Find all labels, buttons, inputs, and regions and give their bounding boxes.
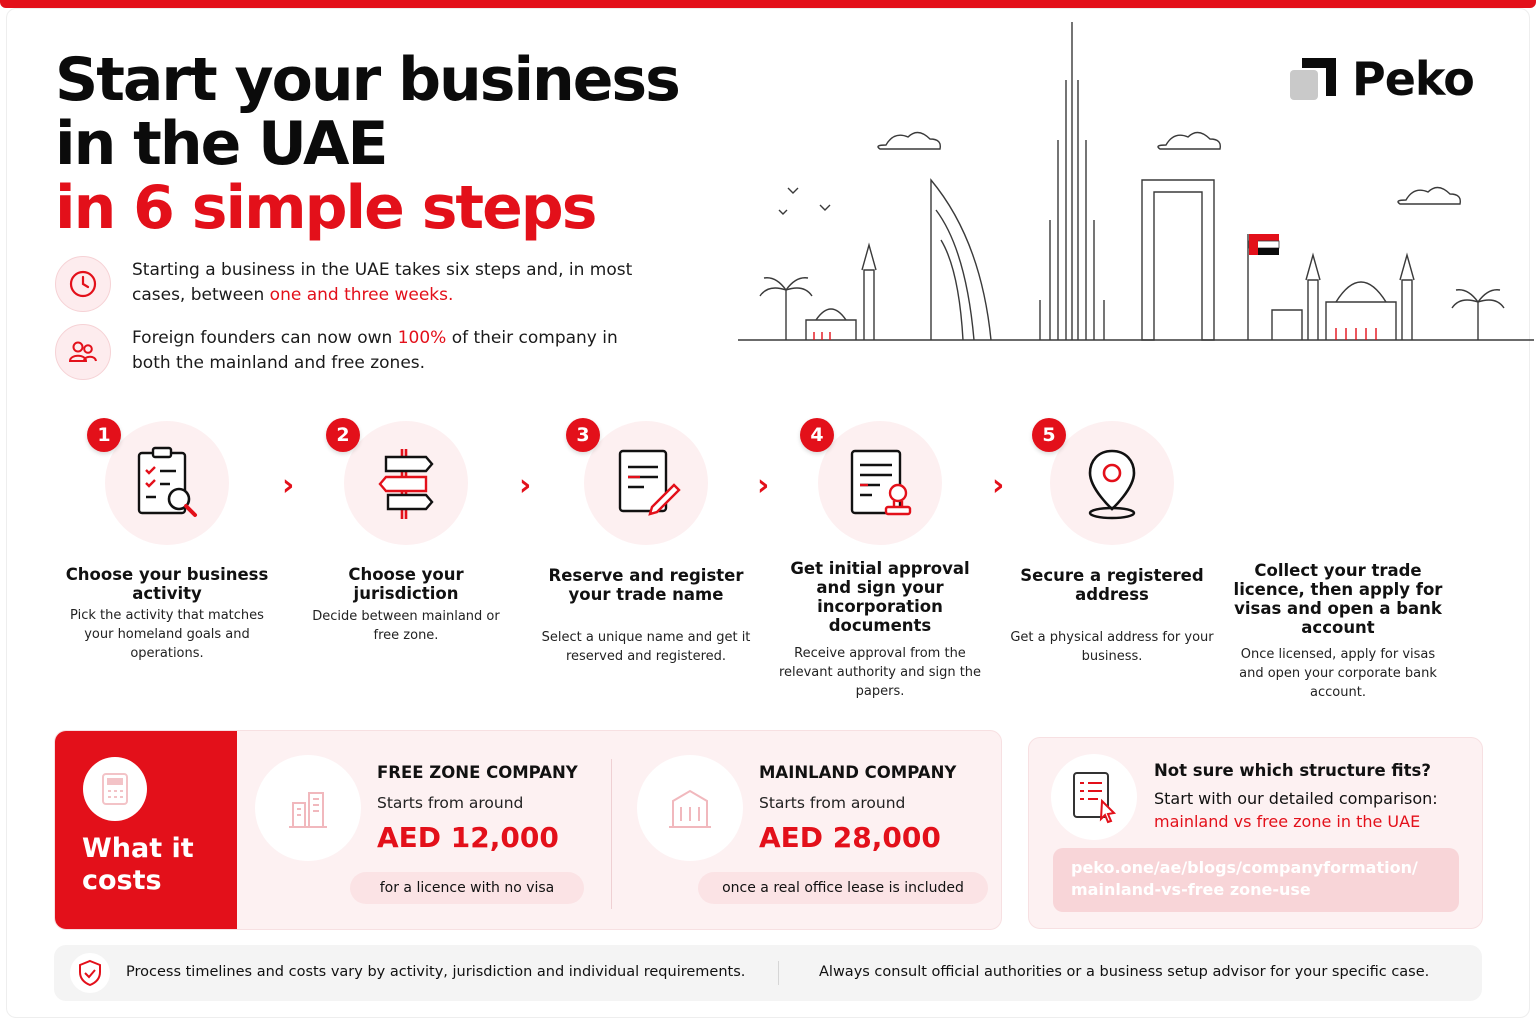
people-icon: [55, 324, 111, 380]
step-3-icon-circle: [584, 421, 708, 545]
step-5-description: Get a physical address for your business.: [1010, 630, 1214, 664]
step-5-icon-circle: [1050, 421, 1174, 545]
mainland-note: once a real office lease is included: [698, 872, 988, 904]
comparison-card: [1028, 737, 1483, 929]
costs-title: What it costs: [82, 833, 194, 896]
comparison-url-box[interactable]: [1053, 848, 1459, 912]
brand-name: Peko: [1352, 52, 1474, 106]
shield-check-icon: [70, 953, 110, 993]
mainland-price: AED 28,000: [759, 821, 941, 854]
step-5-number: 5: [1032, 418, 1066, 452]
intro-text-timeline: Starting a business in the UAE takes six steps and, in most cases, between one and three weeks.: [132, 260, 633, 305]
step-1-number: 1: [87, 418, 121, 452]
title-line-3: in 6 simple steps: [55, 173, 596, 243]
top-accent-bar: [0, 0, 1536, 8]
step-6-description: Once licensed, apply for visas and open your corporate bank account.: [1239, 647, 1437, 700]
intro-item-ownership: [55, 324, 655, 384]
chevron-right-icon: ›: [757, 468, 770, 503]
comparison-link[interactable]: mainland vs free zone in the UAE: [1154, 812, 1421, 831]
costs-divider: [611, 759, 612, 909]
comparison-document-icon: [1051, 754, 1137, 840]
title-line-2: in the UAE: [55, 109, 387, 179]
chevron-right-icon: ›: [992, 468, 1005, 503]
step-1-title: Choose your business activity: [65, 565, 269, 603]
step-3-description: Select a unique name and get it reserved and registered.: [541, 630, 751, 664]
disclaimer-footer: [54, 945, 1482, 1001]
intro-item-timeline: [55, 256, 655, 316]
dubai-skyline-illustration: [736, 20, 1536, 350]
chevron-right-icon: ›: [519, 468, 532, 503]
signpost-icon: [368, 443, 444, 523]
free-zone-option: [255, 731, 595, 930]
checklist-icon: [129, 443, 205, 523]
disclaimer-right: Always consult official authorities or a business setup advisor for your specific case.: [819, 964, 1430, 980]
free-zone-building-icon: [255, 755, 361, 861]
comparison-url-line-2: mainland-vs-free zone-use: [1071, 880, 1311, 899]
mainland-from-label: Starts from around: [759, 794, 906, 812]
clock-icon: [55, 256, 111, 312]
step-2-title: Choose your jurisdiction: [348, 565, 464, 603]
step-5-title: Secure a registered address: [1020, 566, 1204, 604]
step-4-title: Get initial approval and sign your incorporation documents: [790, 559, 970, 635]
comparison-subtitle: Start with our detailed comparison:: [1154, 789, 1438, 808]
step-2-icon-circle: [344, 421, 468, 545]
free-zone-title: FREE ZONE COMPANY: [377, 763, 578, 782]
mainland-title: MAINLAND COMPANY: [759, 763, 957, 782]
intro-text-ownership: Foreign founders can now own 100% of their company in both the mainland and free zones.: [132, 328, 618, 373]
page-title: [55, 45, 755, 243]
step-2-number: 2: [326, 418, 360, 452]
document-pen-icon: [608, 443, 684, 523]
document-stamp-icon: [842, 443, 918, 523]
step-4-icon-circle: [818, 421, 942, 545]
step-3-title: Reserve and register your trade name: [548, 566, 744, 604]
costs-card: [54, 730, 1002, 930]
chevron-right-icon: ›: [282, 468, 295, 503]
step-3-number: 3: [566, 418, 600, 452]
footer-divider: [778, 961, 779, 985]
mainland-option: [637, 731, 987, 930]
step-4-number: 4: [800, 418, 834, 452]
free-zone-from-label: Starts from around: [377, 794, 524, 812]
mainland-building-icon: [637, 755, 743, 861]
step-6-title: Collect your trade licence, then apply for visas and open a bank account: [1233, 561, 1443, 637]
title-line-1: Start your business: [55, 45, 679, 115]
calculator-icon: [83, 757, 147, 821]
step-4-description: Receive approval from the relevant authority and sign the papers.: [778, 646, 982, 699]
comparison-title: Not sure which structure fits?: [1154, 761, 1431, 780]
location-pin-icon: [1074, 443, 1150, 523]
free-zone-note: for a licence with no visa: [350, 872, 584, 904]
step-2-description: Decide between mainland or free zone.: [312, 609, 500, 643]
comparison-url-line-1: peko.one/ae/blogs/companyformation/: [1071, 858, 1418, 877]
step-1-description: Pick the activity that matches your homeland goals and operations.: [70, 608, 264, 661]
step-1-icon-circle: [105, 421, 229, 545]
disclaimer-left: Process timelines and costs vary by activity, jurisdiction and individual requirements.: [126, 964, 746, 980]
free-zone-price: AED 12,000: [377, 821, 559, 854]
